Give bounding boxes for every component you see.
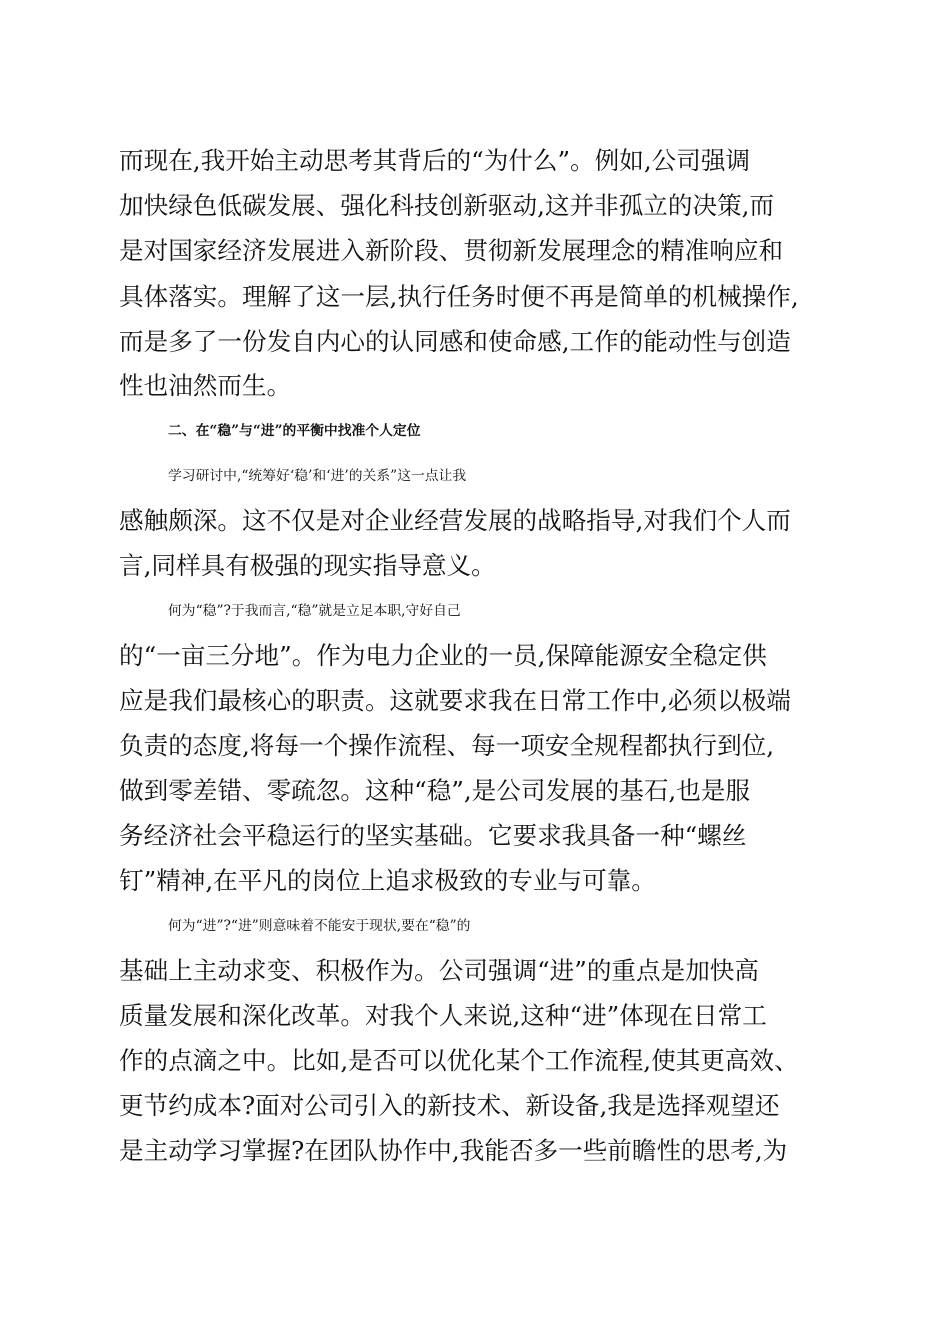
text-line-2: 加快绿色低碳发展、强化科技创新驱动,这并非孤立的决策,而 [119,191,775,220]
text-line-14: 负责的态度,将每一个操作流程、每一项安全规程都执行到位, [119,731,775,760]
text-line-8: 学习研讨中,“统筹好‘稳’和‘进’的关系”这一点让我 [168,468,467,484]
text-line-21: 作的点滴之中。比如,是否可以优化某个工作流程,使其更高效、 [119,1046,799,1075]
text-line-18: 何为“进”?“进”则意味着不能安于现状,要在“稳”的 [168,918,471,934]
text-line-13: 应是我们最核心的职责。这就要求我在日常工作中,必须以极端 [119,686,791,715]
text-line-22: 更节约成本?面对公司引入的新技术、新设备,我是选择观望还 [119,1091,780,1120]
text-line-12: 的“一亩三分地”。作为电力企业的一员,保障能源安全稳定供 [119,641,767,670]
text-line-15: 做到零差错、零疏忽。这种“稳”,是公司发展的基石,也是服 [119,776,751,805]
text-line-11: 何为“稳”?于我而言,“稳”就是立足本职,守好自己 [168,603,461,619]
text-line-17: 钉”精神,在平凡的岗位上追求极致的专业与可靠。 [119,866,656,895]
text-line-3: 是对国家经济发展进入新阶段、贯彻新发展理念的精准响应和 [119,236,784,265]
text-line-6: 性也油然而生。 [119,371,292,400]
text-line-9: 感触颇深。这不仅是对企业经营发展的战略指导,对我们个人而 [119,506,791,535]
text-line-16: 务经济社会平稳运行的坚实基础。它要求我具备一种“螺丝 [119,821,747,850]
text-line-20: 质量发展和深化改革。对我个人来说,这种“进”体现在日常工 [119,1001,767,1030]
text-line-10: 言,同样具有极强的现实指导意义。 [119,551,496,580]
text-line-19: 基础上主动求变、积极作为。公司强调“进”的重点是加快高 [119,956,759,985]
text-line-1: 而现在,我开始主动思考其背后的“为什么”。例如,公司强调 [119,146,751,175]
section-heading: 二、在“稳”与“进”的平衡中找准个人定位 [168,423,421,439]
text-line-4: 具体落实。理解了这一层,执行任务时便不再是简单的机械操作, [119,282,799,311]
text-line-23: 是主动学习掌握?在团队协作中,我能否多一些前瞻性的思考,为 [119,1136,788,1165]
text-line-5: 而是多了一份发自内心的认同感和使命感,工作的能动性与创造 [119,327,791,356]
